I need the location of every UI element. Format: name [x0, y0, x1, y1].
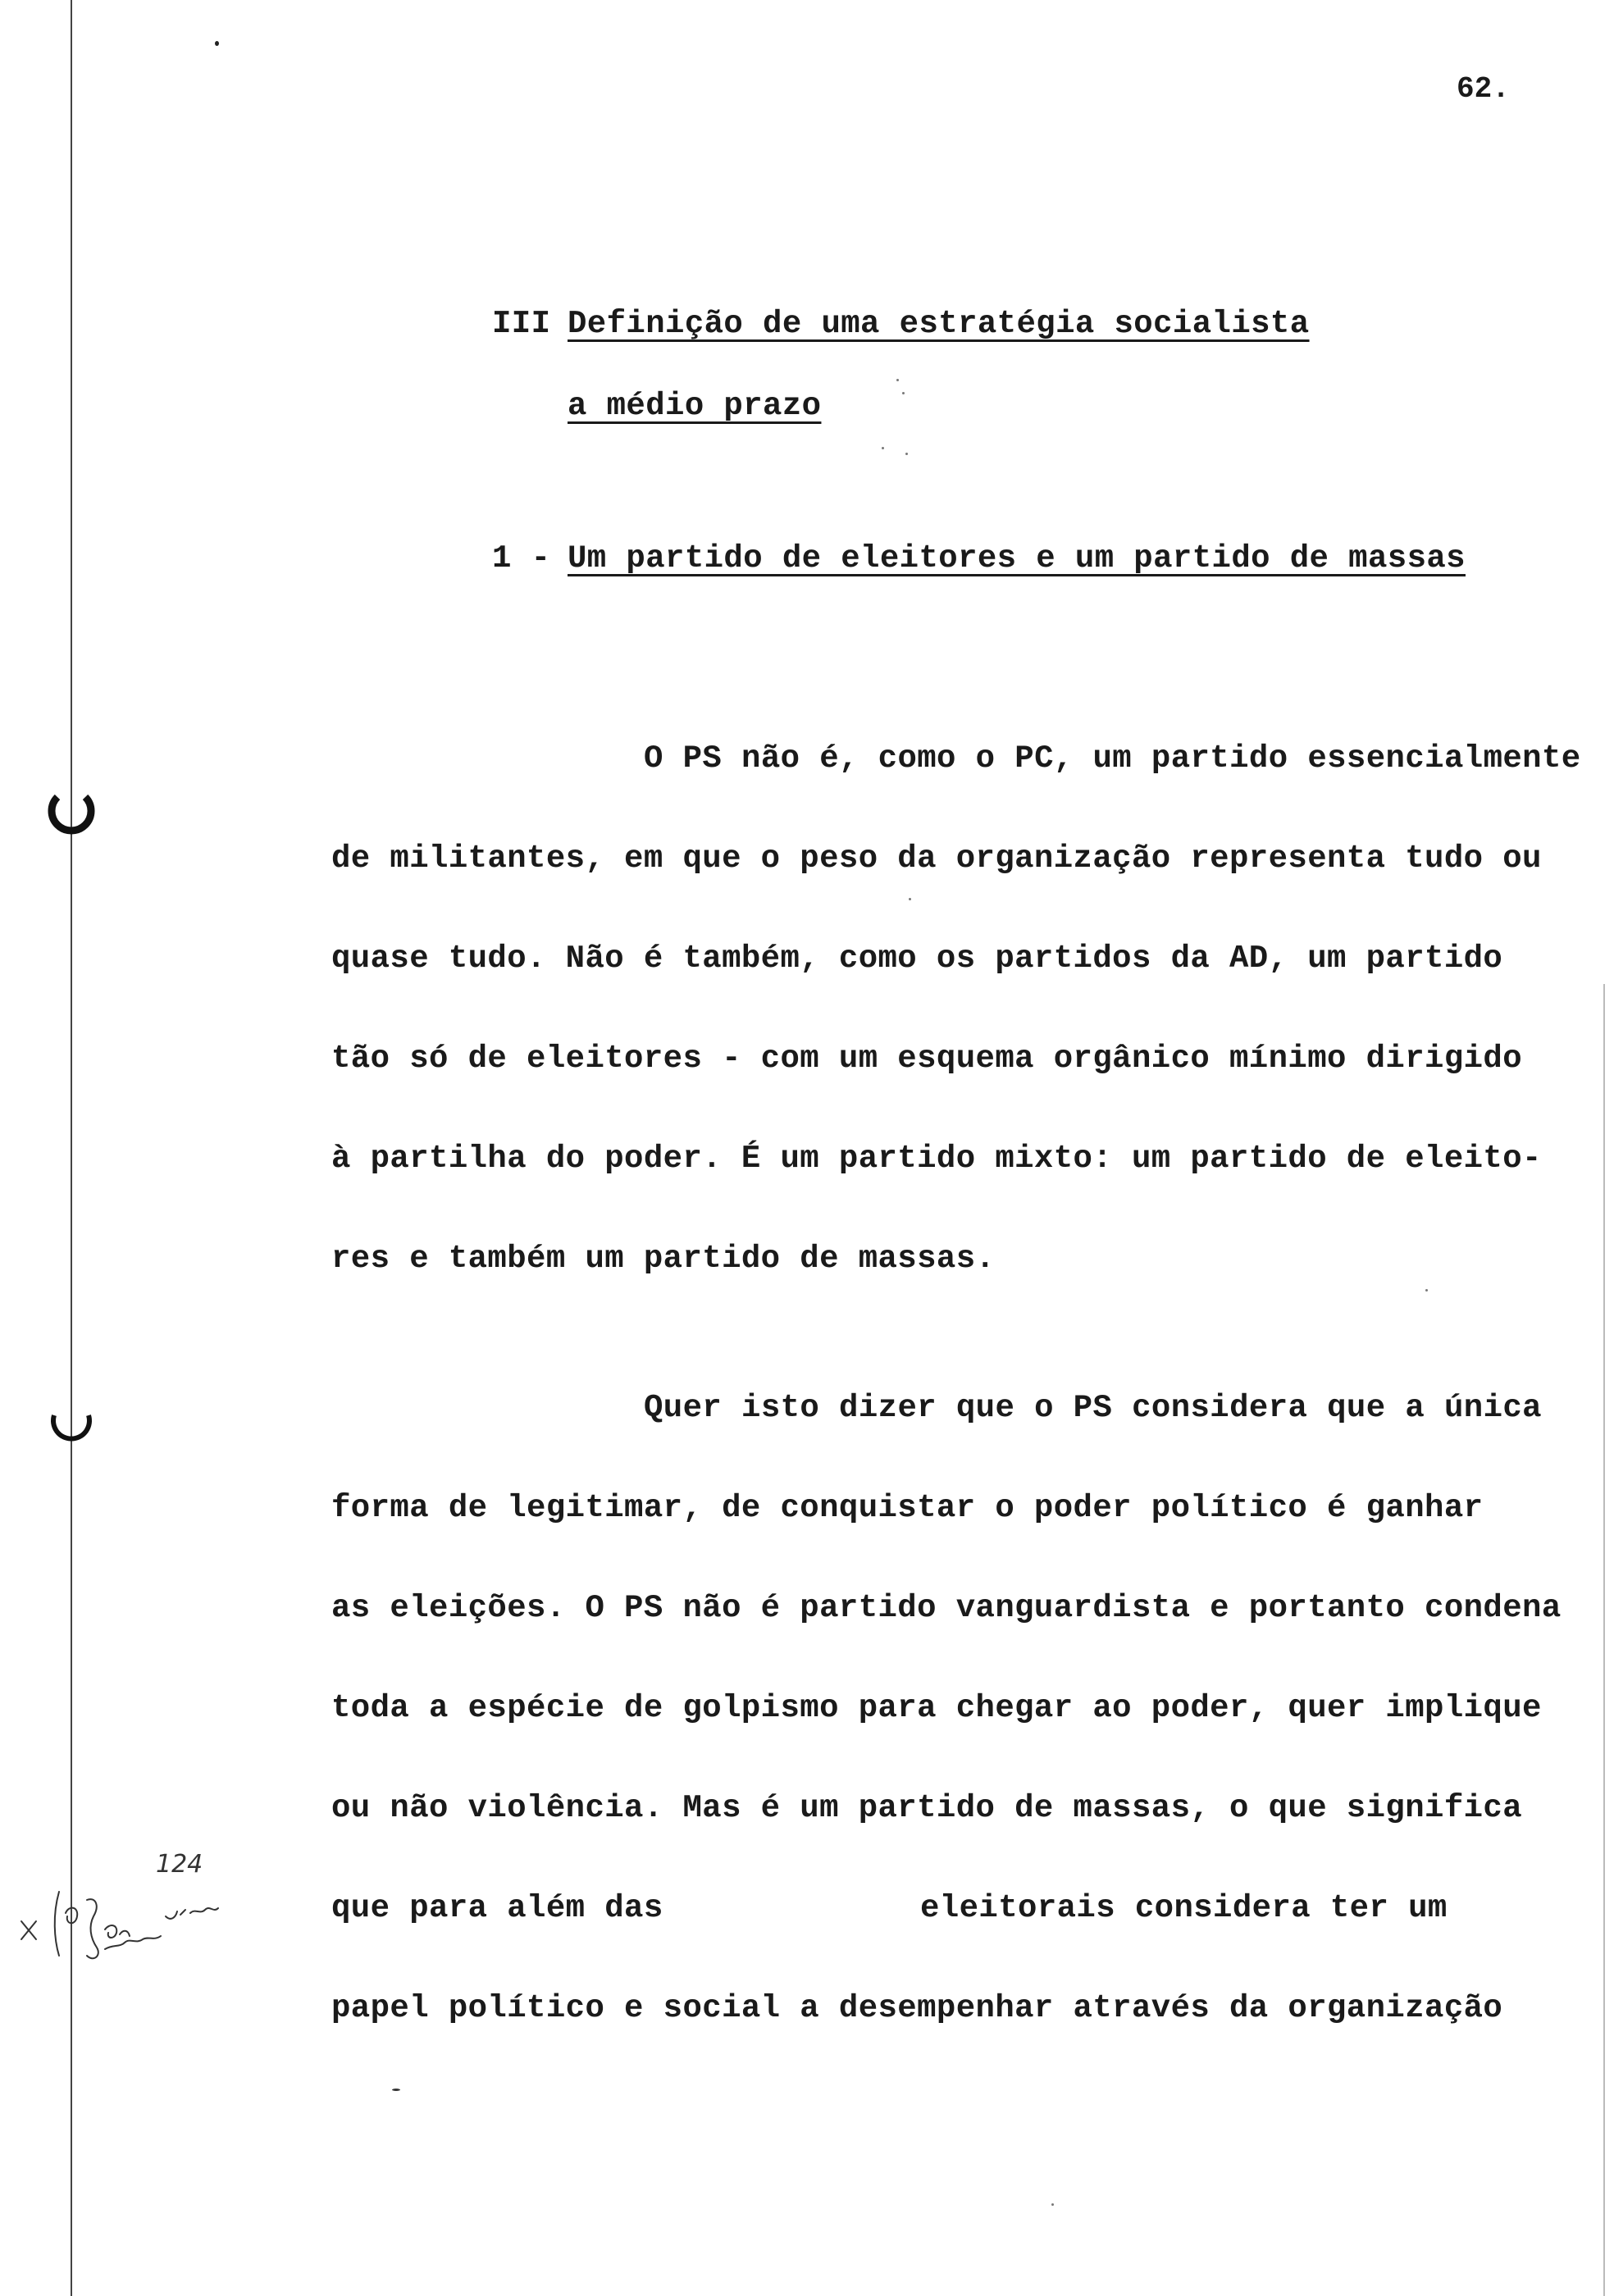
paragraph-line: ou não violência. Mas é um partido de massas, o que significa: [331, 1790, 1523, 1826]
scan-speck: [896, 379, 899, 381]
paragraph-line: à partilha do poder. É um partido mixto: um partido de eleito-: [331, 1141, 1542, 1177]
paragraph-line: O PS não é, como o PC, um partido essencialmente: [644, 740, 1581, 777]
scan-speck: [905, 453, 908, 455]
scan-speck: [1051, 2203, 1054, 2206]
paragraph-line: as eleições. O PS não é partido vanguardista e portanto condena: [331, 1590, 1562, 1626]
section-title: Um partido de eleitores e um partido de massas: [568, 540, 1466, 576]
handwritten-margin-note-icon: [16, 1824, 246, 1972]
scan-speck: [902, 392, 905, 394]
paragraph-line: tão só de eleitores - com um esquema orgânico mínimo dirigido: [331, 1041, 1523, 1077]
chapter-title-line2: a médio prazo: [568, 388, 822, 424]
scan-speck: [392, 2089, 400, 2091]
scan-speck: [215, 41, 219, 46]
section-number: 1 -: [492, 540, 551, 576]
paragraph-line: papel político e social a desempenhar através da organização: [331, 1990, 1503, 2026]
paragraph-line: eleitorais considera ter um: [920, 1890, 1448, 1926]
page-right-edge: [1603, 984, 1605, 2296]
paragraph-line: toda a espécie de golpismo para chegar ao poder, quer implique: [331, 1690, 1542, 1726]
scan-speck: [882, 447, 884, 449]
paragraph-line: forma de legitimar, de conquistar o poder político é ganhar: [331, 1490, 1484, 1526]
scan-speck: [909, 898, 911, 900]
paragraph-line: quase tudo. Não é também, como os partidos da AD, um partido: [331, 941, 1503, 977]
scan-speck: [1425, 1289, 1428, 1292]
paragraph-line: res e também um partido de massas.: [331, 1241, 996, 1277]
punch-hole-top-icon: [48, 792, 95, 840]
paragraph-line: que para além das: [331, 1890, 663, 1926]
chapter-number: III: [492, 306, 551, 342]
margin-note-number: 124: [156, 1850, 203, 1879]
paragraph-line: Quer isto dizer que o PS considera que a única: [644, 1390, 1542, 1426]
paragraph-line: de militantes, em que o peso da organização representa tudo ou: [331, 840, 1542, 877]
chapter-title-line1: Definição de uma estratégia socialista: [568, 306, 1310, 342]
punch-hole-bottom-icon: [48, 1409, 95, 1456]
page-number: 62.: [1457, 72, 1510, 106]
